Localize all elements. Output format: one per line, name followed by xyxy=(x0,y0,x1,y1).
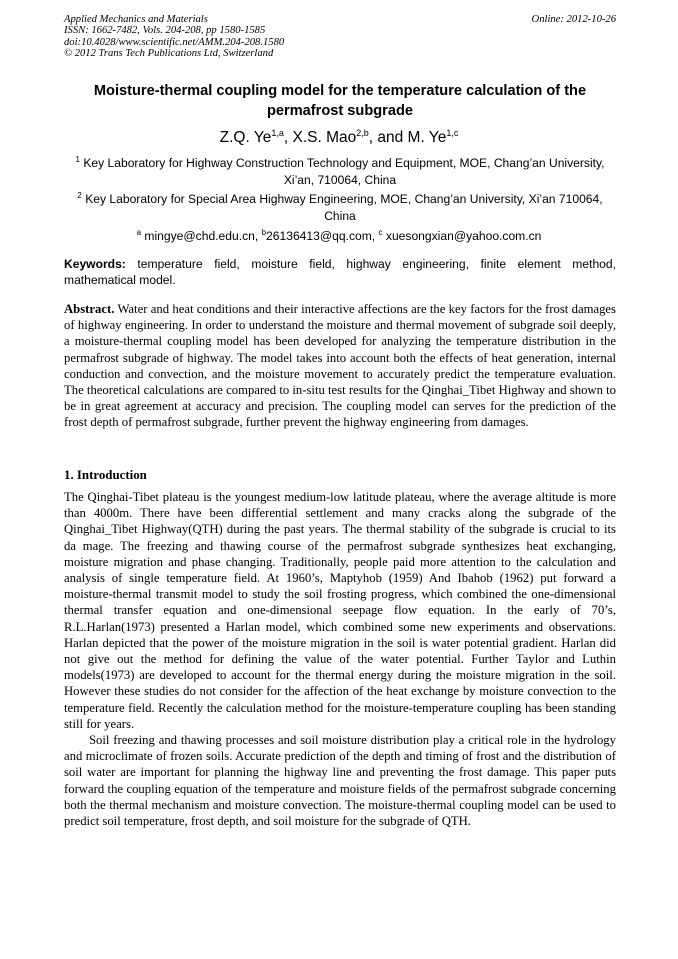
email-marker: b xyxy=(261,228,267,237)
journal-header xyxy=(64,14,616,59)
email-list xyxy=(0,228,678,245)
keywords-block xyxy=(64,257,616,288)
paragraph: Soil freezing and thawing processes and soil moisture distribution play a critical role in the hydrology and microclimate of frozen soils. Accurate prediction of the depth and timing of frost and the distribution of soil water are important for planning the highway line and preventing the frost damage. This paper puts forward the coupling equation of the temperature and moisture fields of the permafrost subgrade concerning both the thermal mechanism and moisture convection. The moisture-thermal coupling model can be used to predict soil temperature, frost depth, and soil moisture for the subgrade of QTH. xyxy=(64,733,616,829)
author: Z.Q. Ye xyxy=(219,129,272,146)
paper-title: Moisture-thermal coupling model for the temperature calculation of the permafrost subgrade xyxy=(93,83,587,119)
keywords-label: Keywords: xyxy=(64,257,126,271)
email-marker: c xyxy=(378,228,383,237)
paragraph: The Qinghai-Tibet plateau is the youngest medium-low latitude plateau, where the average altitude is more than 4000m. There have been differential settlement and many cracks along the subgrade of the Qinghai_Tibet Highway(QTH) during the past years. The thermal stability of the subgrade is crucial to its da mage. The freezing and thawing course of the permafrost subgrade synthesizes heat exchanging, moisture migration and phase changing. Traditionally, people paid more attention to the calculation and analysis of single temperature field. At 1960’s, Maptyhob (1959) And Ibahob (1962) put forward a moisture-thermal transmit model to study the soil frosting progress, which combined the one-dimensional thermal transfer equation and one-dimensional seepage flow equation. In the early of 70’s, R.L.Harlan(1973) presented a Harlan model, which combined some new experiments and observations. Harlan depicted that the power of the moisture migration in the soil is water potential gradient. Harlan did not give out the method for defining the value of the water potential. Further Taylor and Luthin models(1973) are developed to account for the thermal energy during the moisture migration in the soil. However these studies do not consider for the affection of the heat exchange by moisture convection to the temperature field. Recently the calculation method for the moisture-temperature coupling has been standing still for years. xyxy=(64,490,616,731)
affiliation-text: Key Laboratory for Highway Construction Technology and Equipment, MOE, Chang’an University, Xi’an, 710064, China xyxy=(83,156,605,187)
author-separator: , xyxy=(283,129,293,146)
affiliation-1 xyxy=(64,155,616,189)
affiliation-marker: 1 xyxy=(75,155,80,164)
introduction-body xyxy=(64,489,616,829)
online-date: Online: 2012-10-26 xyxy=(531,14,616,25)
email-separator: , xyxy=(371,229,379,243)
affiliation-marker: 2 xyxy=(77,191,82,200)
abstract-block xyxy=(64,301,616,431)
email-address[interactable]: 26136413@qq.com xyxy=(266,229,372,243)
keywords-text: temperature field, moisture field, highway engineering, finite element method, mathematical model. xyxy=(64,257,616,287)
doi-line: doi:10.4028/www.scientific.net/AMM.204-208.1580 xyxy=(64,36,285,48)
author: M. Ye xyxy=(407,129,447,146)
author-superscript: 2,b xyxy=(356,128,369,138)
email-address[interactable]: mingye@chd.edu.cn xyxy=(144,229,255,243)
journal-name: Applied Mechanics and Materials xyxy=(64,14,208,25)
affiliation-2 xyxy=(64,191,616,225)
email-address[interactable]: xuesongxian@yahoo.com.cn xyxy=(385,229,542,243)
email-separator: , xyxy=(254,229,262,243)
affiliation-text: Key Laboratory for Special Area Highway Engineering, MOE, Chang’an University, Xi’an 710064, China xyxy=(85,192,603,223)
issn-line: ISSN: 1662-7482, Vols. 204-208, pp 1580-1585 xyxy=(64,25,266,37)
abstract-label: Abstract. xyxy=(64,302,115,316)
copyright-line: © 2012 Trans Tech Publications Ltd, Switzerland xyxy=(64,47,274,59)
author-superscript: 1,c xyxy=(446,128,459,138)
author: X.S. Mao xyxy=(292,129,357,146)
author-list xyxy=(0,128,678,148)
author-separator: , and xyxy=(368,129,408,146)
author-superscript: 1,a xyxy=(271,128,284,138)
email-marker: a xyxy=(136,228,142,237)
abstract-text: Water and heat conditions and their interactive affections are the key factors for the frost damages of highway engineering. In order to understand the moisture and thermal movement of subgrade soil deeply, a moisture-thermal coupling model has been developed for analyzing the temperature distribution in the permafrost subgrade of highway. The model takes into account both the effects of heat generation, internal conduction and convection, and the moisture movement to accurately predict the temperature evaluation. The theoretical calculations are compared to in-situ test results for the Qinghai_Tibet Highway and shown to be in great agreement at accuracy and precision. The coupling model can serves for the prediction of the frost depth of permafrost subgrade, further prevent the highway engineering from damages. xyxy=(64,302,616,430)
section-heading: 1. Introduction xyxy=(64,468,147,482)
